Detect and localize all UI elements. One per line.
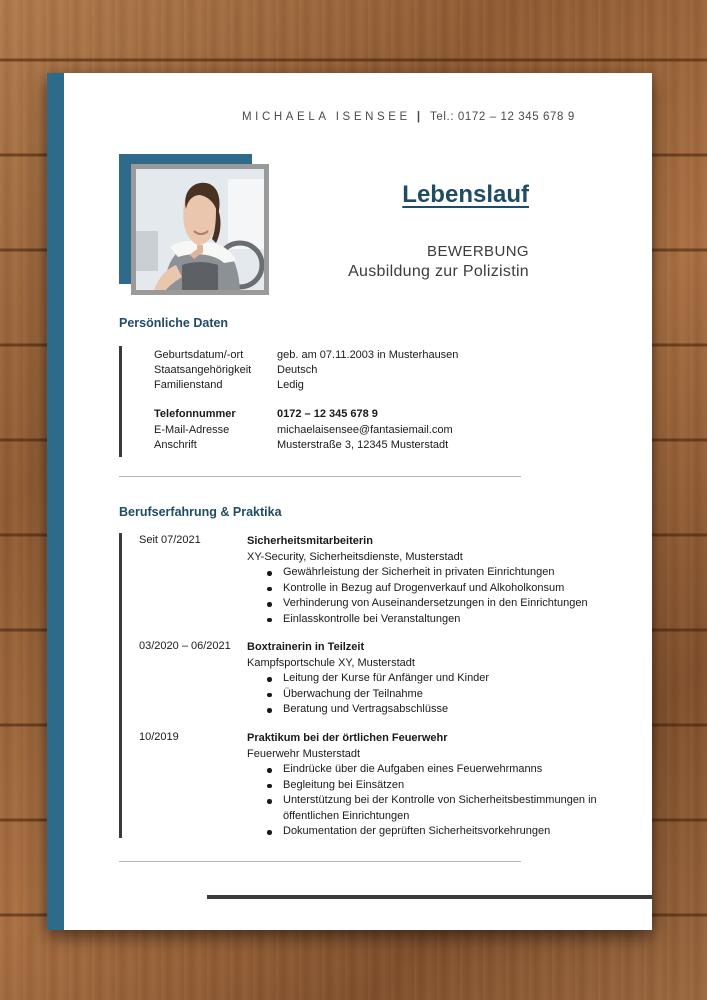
job-task: Beratung und Vertragsabschlüsse — [247, 702, 617, 718]
job-details — [247, 731, 617, 840]
section-divider — [119, 861, 521, 862]
contact-row-label: Anschrift — [154, 439, 197, 451]
portrait-illustration — [136, 169, 264, 290]
personal-row-label: Staatsangehörigkeit — [154, 364, 252, 376]
contact-row-address — [154, 439, 448, 451]
application-position: Ausbildung zur Polizistin — [348, 263, 529, 280]
personal-row — [154, 379, 304, 391]
job-date: 10/2019 — [139, 731, 179, 743]
contact-row-value: Musterstraße 3, 12345 Musterstadt — [277, 439, 449, 451]
application-label: BEWERBUNG — [427, 243, 529, 260]
job-task: Überwachung der Teilnahme — [247, 687, 617, 703]
personal-row — [154, 349, 458, 361]
job-details — [247, 534, 617, 627]
contact-row-value: michaelaisensee@fantasiemail.com — [277, 424, 453, 436]
job-task: Verhinderung von Auseinandersetzungen in den Einrichtungen — [247, 596, 617, 612]
personal-row-value: Ledig — [277, 379, 304, 391]
personal-row-label: Geburtsdatum/-ort — [154, 349, 244, 361]
header-name: MICHAELA ISENSEE — [242, 111, 411, 123]
portrait-photo — [136, 169, 264, 290]
personal-row-value: Deutsch — [277, 364, 318, 376]
job-task: Kontrolle in Bezug auf Drogenverkauf und Alkoholkonsum — [247, 581, 617, 597]
section-heading-personal: Persönliche Daten — [119, 316, 229, 330]
job-task: Eindrücke über die Aufgaben eines Feuerwehrmanns — [247, 762, 617, 778]
job-organization: XY-Security, Sicherheitsdienste, Musterstadt — [247, 550, 463, 563]
cv-page — [47, 73, 652, 930]
personal-row — [154, 364, 317, 376]
job-task-list — [247, 565, 617, 627]
accent-side-stripe — [47, 73, 64, 930]
section-heading-experience: Berufserfahrung & Praktika — [119, 505, 282, 519]
personal-row-value: geb. am 07.11.2003 in Musterhausen — [277, 349, 459, 361]
personal-section-bar — [119, 346, 122, 457]
contact-row-phone — [154, 408, 378, 420]
contact-row-label: Telefonnummer — [154, 408, 236, 420]
header-phone: Tel.: 0172 – 12 345 678 9 — [430, 111, 575, 123]
contact-row-value: 0172 – 12 345 678 9 — [277, 408, 378, 420]
job-details — [247, 640, 617, 718]
job-task-list — [247, 762, 617, 840]
experience-section-bar — [119, 533, 122, 838]
contact-row-email — [154, 424, 453, 436]
job-task: Dokumentation der geprüften Sicherheitsvorkehrungen — [247, 824, 617, 840]
job-task-list — [247, 671, 617, 718]
job-task: Gewährleistung der Sicherheit in privaten Einrichtungen — [247, 565, 617, 581]
job-date: 03/2020 – 06/2021 — [139, 640, 231, 652]
section-divider — [119, 476, 521, 477]
job-task: Leitung der Kurse für Anfänger und Kinder — [247, 671, 617, 687]
job-date: Seit 07/2021 — [139, 534, 201, 546]
job-task: Unterstützung bei der Kontrolle von Sicherheitsbestimmungen in öffentlichen Einrichtungen — [247, 793, 617, 824]
job-title: Boxtrainerin in Teilzeit — [247, 641, 365, 653]
document-title: Lebenslauf — [402, 181, 529, 208]
job-task: Begleitung bei Einsätzen — [247, 778, 617, 794]
personal-row-label: Familienstand — [154, 379, 223, 391]
header-line — [242, 111, 642, 123]
job-title: Praktikum bei der örtlichen Feuerwehr — [247, 732, 448, 744]
portrait-frame — [131, 164, 269, 295]
job-title: Sicherheitsmitarbeiterin — [247, 535, 373, 547]
contact-row-label: E-Mail-Adresse — [154, 424, 230, 436]
job-organization: Kampfsportschule XY, Musterstadt — [247, 656, 415, 669]
footer-bar — [207, 895, 652, 899]
portrait-block — [119, 154, 269, 296]
job-organization: Feuerwehr Musterstadt — [247, 747, 361, 760]
header-separator: | — [416, 111, 421, 123]
job-task: Einlasskontrolle bei Veranstaltungen — [247, 612, 617, 628]
